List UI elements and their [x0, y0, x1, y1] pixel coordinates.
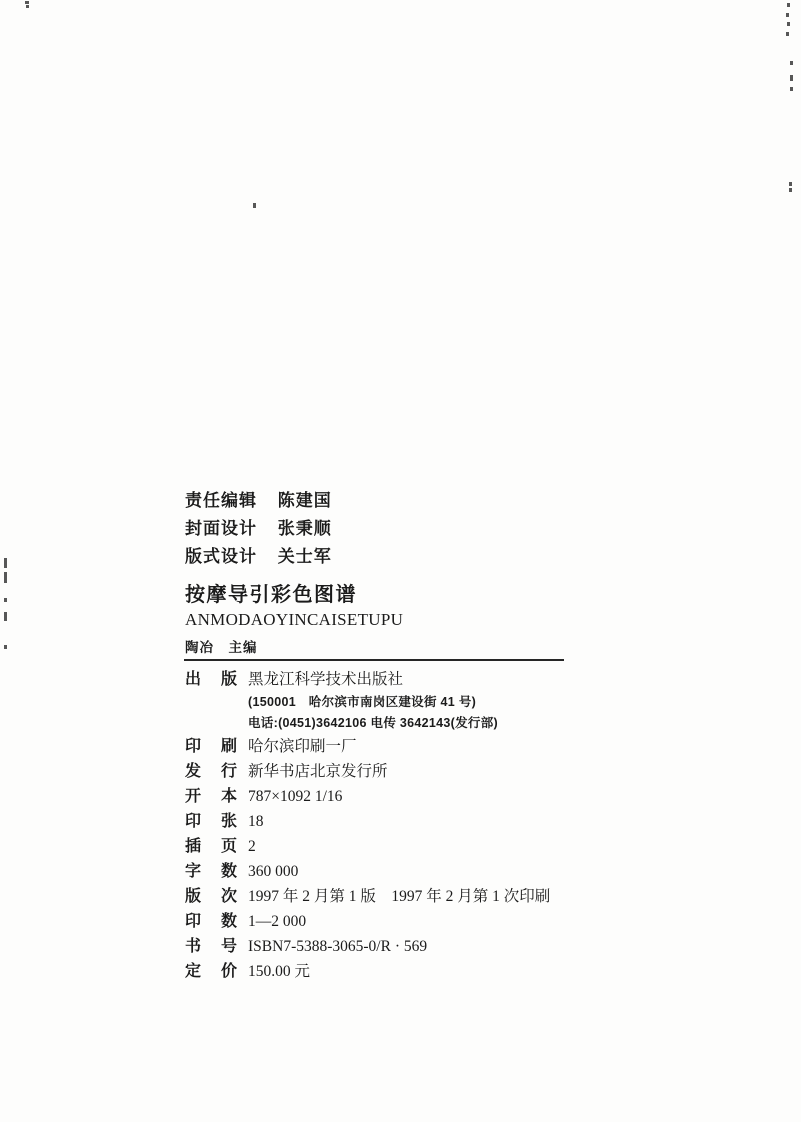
- credit-row: [185, 515, 332, 543]
- title-block: [185, 583, 403, 656]
- colophon-label-char: 本: [220, 788, 237, 805]
- credit-role: 版式设计: [185, 547, 257, 566]
- scan-speck: [786, 32, 789, 36]
- colophon-value: 哈尔滨印刷一厂: [248, 738, 357, 755]
- colophon-label-char: 数: [220, 913, 237, 930]
- scan-speck: [790, 75, 793, 81]
- scan-edge-dash: [4, 645, 7, 649]
- colophon-label: [185, 959, 237, 984]
- colophon-label-char: 次: [220, 888, 237, 905]
- scan-speck: [253, 203, 256, 208]
- colophon-label-char: 号: [220, 938, 237, 955]
- credit-name: 陈建国: [277, 491, 332, 510]
- credit-name: 张秉顺: [277, 519, 332, 538]
- colophon-row: [185, 909, 550, 934]
- credit-role: 责任编辑: [185, 491, 257, 510]
- colophon-row: [185, 784, 550, 809]
- colophon-label-char: 印: [185, 813, 202, 830]
- scan-speck: [789, 188, 792, 192]
- colophon-subline: (150001 哈尔滨市南岗区建设街 41 号): [248, 695, 477, 709]
- scan-edge-dash: [4, 572, 7, 583]
- credit-role: 封面设计: [185, 519, 257, 538]
- colophon-value: 1—2 000: [248, 913, 307, 930]
- colophon-label-char: 张: [220, 813, 237, 830]
- colophon-label: [185, 909, 237, 934]
- scan-speck: [26, 5, 29, 8]
- scan-speck: [787, 22, 790, 26]
- colophon-row: [185, 859, 550, 884]
- colophon-label-char: 版: [185, 888, 202, 905]
- colophon-value: 黑龙江科学技术出版社: [248, 671, 404, 688]
- colophon-label-char: 印: [185, 738, 202, 755]
- book-title-pinyin: ANMODAOYINCAISETUPU: [185, 610, 404, 629]
- scan-speck: [786, 13, 789, 17]
- colophon-row: [185, 934, 550, 959]
- colophon-label: [185, 859, 237, 884]
- scan-speck: [789, 182, 792, 186]
- colophon-row: [185, 834, 550, 859]
- colophon-row: [185, 809, 550, 834]
- book-title: 按摩导引彩色图谱: [185, 584, 357, 606]
- scan-speck: [790, 87, 793, 91]
- colophon-label-char: 版: [220, 671, 237, 688]
- colophon-label: [185, 759, 237, 784]
- scan-speck: [25, 1, 29, 4]
- colophon-subline: 电话:(0451)3642106 电传 3642143(发行部): [248, 716, 498, 730]
- colophon-row: [185, 667, 550, 692]
- colophon-value: 360 000: [248, 863, 299, 880]
- colophon-value: 787×1092 1/16: [248, 788, 343, 805]
- colophon-label-char: 开: [185, 788, 202, 805]
- colophon-label: [185, 784, 237, 809]
- colophon-label-char: 印: [185, 913, 202, 930]
- colophon-label-char: 书: [185, 938, 202, 955]
- colophon-label: [185, 934, 237, 959]
- colophon-label-char: 价: [220, 963, 237, 980]
- colophon-row: [185, 959, 550, 984]
- colophon-label-char: 发: [185, 763, 202, 780]
- colophon-value: ISBN7-5388-3065-0/R · 569: [248, 938, 428, 955]
- colophon-label-char: 定: [185, 963, 202, 980]
- colophon-row: [185, 884, 550, 909]
- colophon-label-char: 行: [220, 763, 237, 780]
- colophon-label: [185, 667, 237, 692]
- credits-block: [185, 487, 332, 571]
- scan-edge-dash: [4, 558, 7, 568]
- colophon-label: [185, 834, 237, 859]
- book-editor-line: 陶冶 主编: [185, 640, 258, 655]
- colophon-value: 2: [248, 838, 256, 855]
- colophon-label-char: 数: [220, 863, 237, 880]
- colophon-row: [185, 734, 550, 759]
- colophon-block: [185, 667, 550, 984]
- colophon-value: 18: [248, 813, 264, 830]
- colophon-label-char: 插: [185, 838, 202, 855]
- credit-name: 关士军: [277, 547, 332, 566]
- colophon-label-char: 出: [185, 671, 202, 688]
- colophon-label-char: 刷: [220, 738, 237, 755]
- scan-speck: [790, 61, 793, 65]
- credit-row: [185, 487, 332, 515]
- colophon-label: [185, 809, 237, 834]
- colophon-label-char: 页: [220, 838, 237, 855]
- scan-speck: [787, 3, 790, 7]
- scan-edge-dash: [4, 598, 7, 602]
- divider-rule: [184, 659, 564, 661]
- colophon-value: 150.00 元: [248, 963, 311, 980]
- colophon-value: 新华书店北京发行所: [248, 763, 388, 780]
- colophon-label: [185, 884, 237, 909]
- colophon-label-char: 字: [185, 863, 202, 880]
- colophon-value: 1997 年 2 月第 1 版 1997 年 2 月第 1 次印刷: [248, 888, 551, 905]
- credit-row: [185, 543, 332, 571]
- colophon-row: [185, 759, 550, 784]
- colophon-label: [185, 734, 237, 759]
- scan-edge-dash: [4, 612, 7, 621]
